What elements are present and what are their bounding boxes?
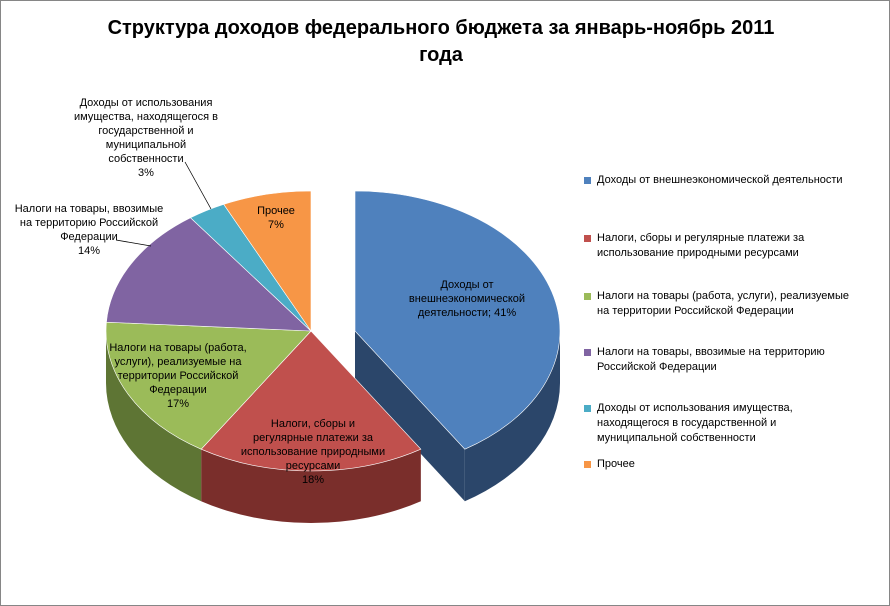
legend-label: [597, 457, 884, 472]
slice-4-leader-line: [116, 240, 151, 246]
slice-4-label-line: Налоги на товары, ввозимые: [14, 203, 164, 215]
slice-4-label-line: на территорию Российской: [19, 217, 159, 229]
slice-5-label-line: Доходы от использования: [79, 97, 213, 109]
slice-1-label-line: внешнеэкономической: [408, 293, 526, 305]
legend-color-key: [584, 405, 591, 412]
legend-color-key: [584, 349, 591, 356]
legend-item: [584, 173, 884, 188]
legend-label-line: использование природными ресурсами: [597, 247, 799, 259]
slice-1-label-line: деятельности; 41%: [417, 307, 517, 319]
legend-label: [597, 289, 884, 319]
slice-4-label-line: Федерации: [60, 231, 118, 243]
legend-label-line: муниципальной собственности: [597, 432, 756, 444]
legend-item: [584, 289, 884, 319]
legend-label-line: Прочее: [597, 458, 635, 470]
slice-4-label: [15, 203, 164, 257]
slice-5-label-line: 3%: [138, 167, 154, 179]
legend-label-line: находящегося в государственной и: [597, 417, 777, 429]
legend-label: [597, 231, 884, 261]
slice-3-label-line: услуги), реализуемые на: [114, 356, 242, 368]
legend-color-key: [584, 177, 591, 184]
legend-label: [597, 345, 884, 375]
legend-label-line: Налоги, сборы и регулярные платежи за: [597, 232, 805, 244]
slice-4-label-line: 14%: [77, 245, 101, 257]
legend-label-line: Налоги на товары (работа, услуги), реализуемые: [597, 290, 849, 302]
slice-3-label-line: 17%: [166, 398, 190, 410]
legend-label: [597, 401, 884, 446]
legend-item: [584, 401, 884, 446]
slice-1-label-line: Доходы от: [440, 279, 494, 291]
slice-3-label-line: Федерации: [149, 384, 207, 396]
slice-5-label-line: имущества, находящегося в: [74, 111, 218, 123]
slice-5-label-line: муниципальной: [105, 139, 187, 151]
legend-label-line: на территории Российской Федерации: [597, 305, 794, 317]
legend-label-line: Налоги на товары, ввозимые на территорию: [597, 346, 825, 358]
slice-2-label-line: использование природными: [240, 446, 386, 458]
legend-color-key: [584, 461, 591, 468]
slice-2-label-line: 18%: [301, 474, 325, 486]
slice-6-label-line: 7%: [268, 219, 284, 231]
slice-3-label-line: территории Российской: [117, 370, 239, 382]
legend-item: [584, 345, 884, 375]
slice-5-leader-line: [185, 162, 211, 209]
legend-label-line: Российской Федерации: [597, 361, 717, 373]
legend-item: [584, 457, 884, 472]
slice-5-label-line: собственности: [108, 153, 184, 165]
slice-6-label-line: Прочее: [257, 205, 295, 217]
legend-item: [584, 231, 884, 261]
slice-2-label-line: регулярные платежи за: [252, 432, 374, 444]
chart-title-line-1: Структура доходов федерального бюджета за январь-ноябрь 2011: [107, 17, 775, 39]
slice-2-label-line: Налоги, сборы и: [270, 418, 356, 430]
legend-label-line: Доходы от использования имущества,: [597, 402, 793, 414]
slice-5-label-line: государственной и: [98, 125, 194, 137]
chart-title-line-2: года: [419, 44, 463, 66]
legend-label-line: Доходы от внешнеэкономической деятельности: [597, 174, 843, 186]
legend-color-key: [584, 293, 591, 300]
slice-5-label: [74, 97, 218, 179]
slice-2-label-line: ресурсами: [285, 460, 341, 472]
legend-label: [597, 173, 884, 188]
slice-3-label-line: Налоги на товары (работа,: [109, 342, 247, 354]
legend-color-key: [584, 235, 591, 242]
